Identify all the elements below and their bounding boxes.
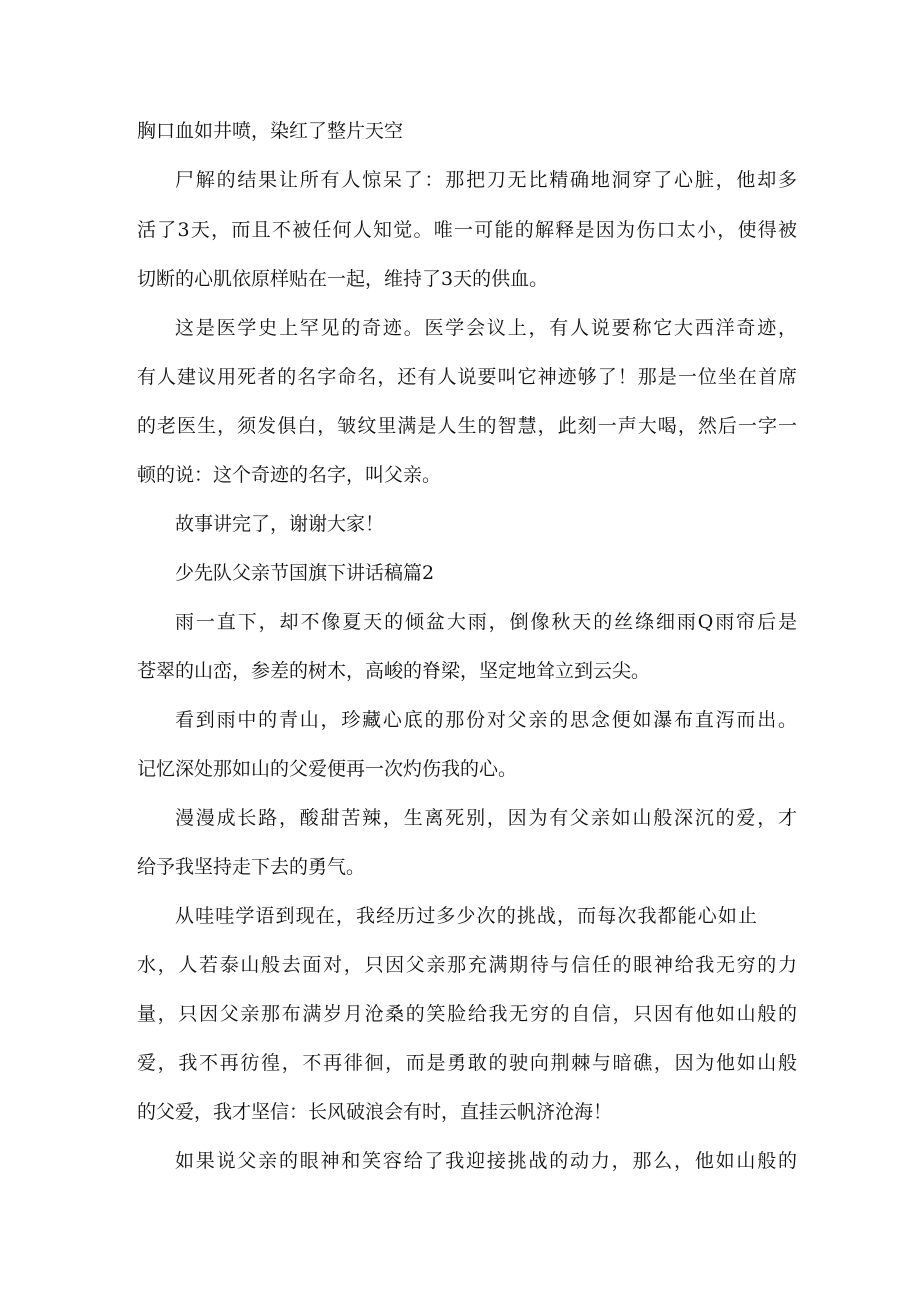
text-line: 活了3天，而且不被任何人知觉。唯一可能的解释是因为伤口太小，使得被 — [137, 219, 797, 241]
text-line: 尸解的结果让所有人惊呆了：那把刀无比精确地洞穿了心脏，他却多 — [175, 169, 797, 191]
text-line: 雨一直下，却不像夏天的倾盆大雨，倒像秋天的丝绦细雨Q雨帘后是 — [175, 611, 797, 633]
text-line: 给予我坚持走下去的勇气。 — [137, 856, 366, 878]
text-line: 这是医学史上罕见的奇迹。医学会议上，有人说要称它大西洋奇迹， — [175, 317, 797, 339]
text-line: 切断的心肌依原样贴在一起，维持了3天的供血。 — [137, 268, 549, 290]
text-line: 苍翠的山峦，参差的树木，高峻的脊梁，坚定地耸立到云尖。 — [137, 660, 651, 682]
text-line: 的老医生，须发俱白，皱纹里满是人生的智慧，此刻一声大喝，然后一字一 — [137, 415, 797, 437]
text-line: 从哇哇学语到现在，我经历过多少次的挑战，而每次我都能心如止 — [175, 905, 757, 927]
text-line: 胸口血如井喷，染红了整片天空 — [137, 120, 404, 142]
section-heading: 少先队父亲节国旗下讲话稿篇2 — [175, 562, 435, 584]
text-line: 的父爱，我才坚信：长风破浪会有时，直挂云帆济沧海！ — [137, 1101, 613, 1123]
text-line: 爱，我不再彷徨，不再徘徊，而是勇敢的驶向荆棘与暗礁，因为他如山般 — [137, 1052, 797, 1074]
text-line: 故事讲完了，谢谢大家！ — [175, 513, 385, 535]
text-line: 顿的说：这个奇迹的名字，叫父亲。 — [137, 464, 442, 486]
text-line: 如果说父亲的眼神和笑容给了我迎接挑战的动力，那么，他如山般的 — [175, 1150, 797, 1172]
text-line: 有人建议用死者的名字命名，还有人说要叫它神迹够了！那是一位坐在首席 — [137, 366, 797, 388]
text-line: 水，人若泰山般去面对，只因父亲那充满期待与信任的眼神给我无穷的力 — [137, 954, 797, 976]
text-line: 看到雨中的青山，珍藏心底的那份对父亲的思念便如瀑布直泻而出。 — [175, 709, 797, 731]
text-line: 记忆深处那如山的父爱便再一次灼伤我的心。 — [137, 758, 518, 780]
text-line: 漫漫成长路，酸甜苦辣，生离死别，因为有父亲如山般深沉的爱，才 — [175, 807, 797, 829]
text-line: 量，只因父亲那布满岁月沧桑的笑脸给我无穷的自信，只因有他如山般的 — [137, 1003, 797, 1025]
